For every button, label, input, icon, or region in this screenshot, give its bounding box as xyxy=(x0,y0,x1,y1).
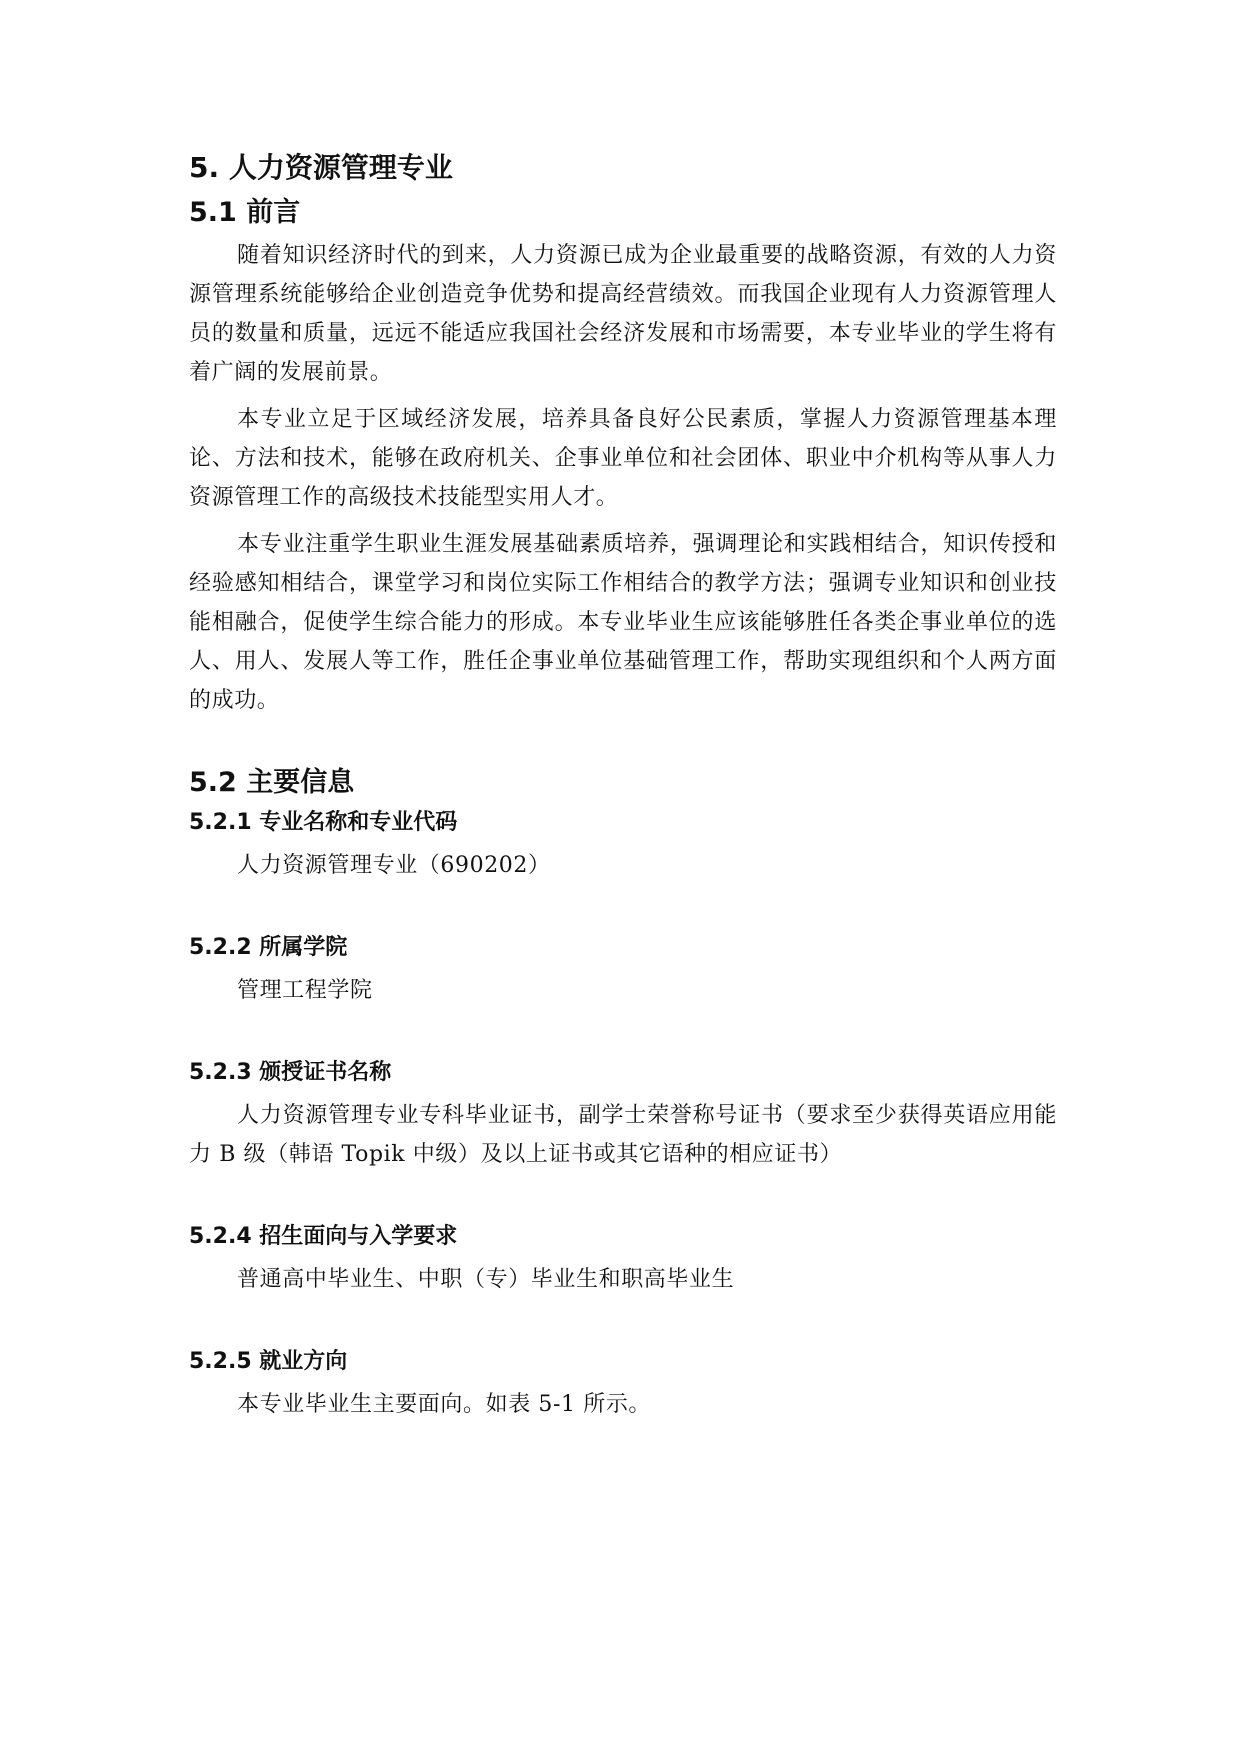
enrollment-text: 普通高中毕业生、中职（专）毕业生和职高毕业生 xyxy=(237,1267,735,1292)
employment-text: 本专业毕业生主要面向。如表 5-1 所示。 xyxy=(237,1392,652,1417)
college-text: 管理工程学院 xyxy=(237,978,373,1003)
subsection-heading-college: 5.2.2 所属学院 xyxy=(189,935,348,960)
subsection-heading-certificate: 5.2.3 颁授证书名称 xyxy=(189,1060,392,1085)
preface-paragraph-2: 本专业立足于区域经济发展，培养具备良好公民素质，掌握人力资源管理基本理论、方法和技术，能够在政府机关、企事业单位和社会团体、职业中介机构等从事人力资源管理工作的高级技术技能型实用人才。 xyxy=(189,407,1057,510)
subsection-heading-major-name: 5.2.1 专业名称和专业代码 xyxy=(189,810,458,835)
preface-paragraph-3: 本专业注重学生职业生涯发展基础素质培养，强调理论和实践相结合，知识传授和经验感知相结合，课堂学习和岗位实际工作相结合的教学方法；强调专业知识和创业技能相融合，促使学生综合能力的形成。本专业毕业生应该能够胜任各类企事业单位的选人、用人、发展人等工作，胜任企事业单位基础管理工作，帮助实现组织和个人两方面的成功。 xyxy=(189,532,1057,713)
page-content xyxy=(189,148,1057,1424)
major-name-text: 人力资源管理专业（690202） xyxy=(237,853,551,878)
certificate-text: 人力资源管理专业专科毕业证书，副学士荣誉称号证书（要求至少获得英语应用能力 B 级（韩语 Topik 中级）及以上证书或其它语种的相应证书） xyxy=(189,1103,1057,1167)
preface-paragraph-1: 随着知识经济时代的到来，人力资源已成为企业最重要的战略资源，有效的人力资源管理系统能够给企业创造竞争优势和提高经营绩效。而我国企业现有人力资源管理人员的数量和质量，远远不能适应我国社会经济发展和市场需要，本专业毕业的学生将有着广阔的发展前景。 xyxy=(189,243,1057,385)
subsection-heading-employment: 5.2.5 就业方向 xyxy=(189,1349,348,1374)
section-heading-main-info: 5.2 主要信息 xyxy=(189,767,355,798)
chapter-title: 5. 人力资源管理专业 xyxy=(189,151,453,184)
subsection-heading-enrollment: 5.2.4 招生面向与入学要求 xyxy=(189,1224,458,1249)
section-heading-preface: 5.1 前言 xyxy=(189,197,301,228)
